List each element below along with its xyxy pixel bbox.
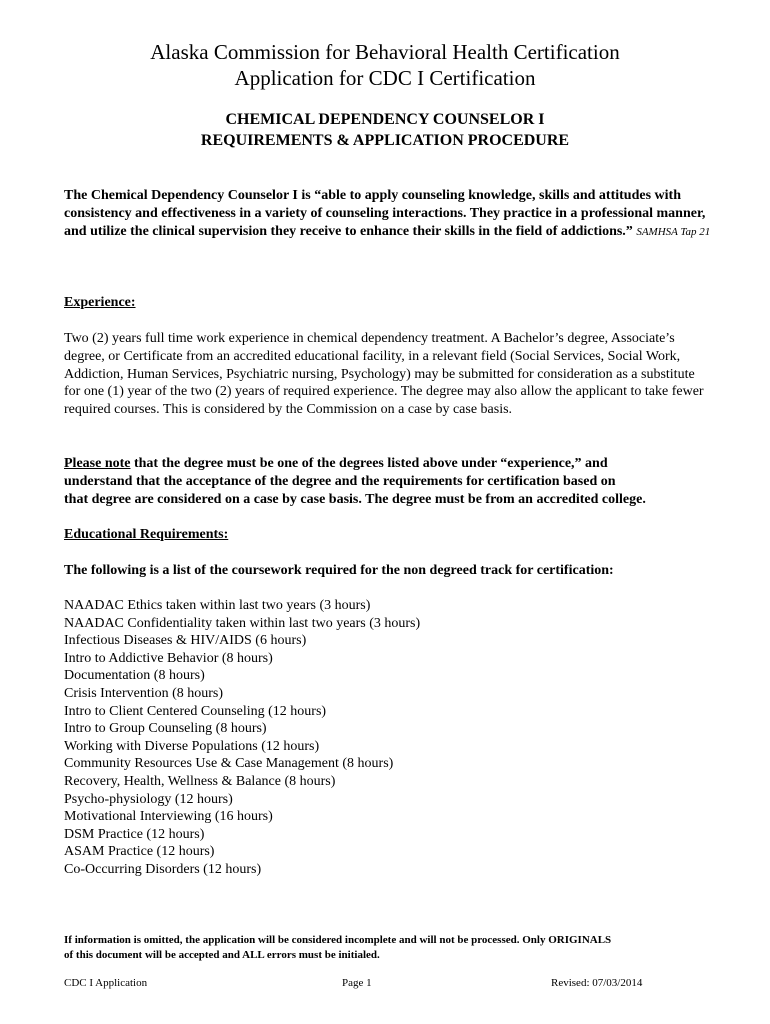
course-item: Intro to Client Centered Counseling (12 hours)	[64, 703, 327, 719]
notice-line-2: of this document will be accepted and ALL errors must be initialed.	[64, 949, 380, 961]
course-item: DSM Practice (12 hours)	[64, 826, 205, 842]
course-item: Working with Diverse Populations (12 hours)	[64, 738, 320, 754]
note-label: Please note	[64, 456, 131, 471]
course-item: ASAM Practice (12 hours)	[64, 844, 215, 860]
course-item: Crisis Intervention (8 hours)	[64, 685, 224, 701]
footer-page-number: Page 1	[342, 977, 372, 989]
course-item: Intro to Group Counseling (8 hours)	[64, 721, 267, 737]
experience-paragraph: Two (2) years full time work experience in chemical dependency treatment. A Bachelor’s degree, Associate’s degree, or Certificate from an accredited educational facility, in a relevant field (Social Services, Social Work, Addiction, Human Services, Psychiatric nursing, Psychology) may be submitted for consideration as a substitute for one (1) year of the two (2) years of required experience. The degree may also allow the applicant to take fewer required courses. This is considered by the Commission on a case by case basis.	[64, 331, 704, 418]
notice-line-1: If information is omitted, the application will be considered incomplete and will not be processed. Only ORIGINALS	[64, 934, 612, 946]
submission-notice	[64, 933, 724, 963]
course-list	[64, 597, 420, 879]
section-subtitle: REQUIREMENTS & APPLICATION PROCEDURE	[200, 132, 570, 149]
course-item: Recovery, Health, Wellness & Balance (8 hours)	[64, 773, 336, 789]
course-item: NAADAC Ethics taken within last two years (3 hours)	[64, 598, 371, 613]
note-paragraph	[64, 455, 744, 508]
education-intro: The following is a list of the coursework required for the non degreed track for certification:	[64, 563, 614, 578]
course-item: Psycho-physiology (12 hours)	[64, 791, 233, 807]
experience-heading: Experience:	[64, 295, 136, 310]
course-item: Community Resources Use & Case Management (8 hours)	[64, 756, 394, 772]
document-title: Alaska Commission for Behavioral Health Certification	[150, 40, 620, 64]
footer-revision-date: Revised: 07/03/2014	[551, 977, 643, 989]
footer-document-name: CDC I Application	[64, 977, 148, 989]
intro-paragraph	[64, 187, 714, 241]
intro-text: The Chemical Dependency Counselor I is “able to apply counseling knowledge, skills and attitudes with consistency and effectiveness in a variety of counseling interactions. They practice in a professional manner, and utilize the clinical supervision they receive to enhance their skills in the field of addictions.”	[64, 188, 706, 239]
note-line1-text: that the degree must be one of the degrees listed above under “experience,” and	[130, 456, 608, 471]
note-line-2: understand that the acceptance of the degree and the requirements for certification based on	[64, 473, 616, 489]
course-item: Co-Occurring Disorders (12 hours)	[64, 861, 262, 877]
intro-citation: SAMHSA Tap 21	[636, 225, 711, 238]
section-title: CHEMICAL DEPENDENCY COUNSELOR I	[225, 111, 545, 128]
course-item: Motivational Interviewing (16 hours)	[64, 809, 273, 825]
education-heading: Educational Requirements:	[64, 527, 229, 542]
document-title-line2: Application for CDC I Certification	[234, 66, 536, 90]
course-item: Documentation (8 hours)	[64, 668, 205, 684]
course-item: Infectious Diseases & HIV/AIDS (6 hours)	[64, 633, 307, 649]
course-item: NAADAC Confidentiality taken within last two years (3 hours)	[64, 615, 421, 631]
note-line-3: that degree are considered on a case by case basis. The degree must be from an accredited college.	[64, 491, 646, 507]
note-line-1	[64, 455, 744, 473]
course-item: Intro to Addictive Behavior (8 hours)	[64, 650, 273, 666]
